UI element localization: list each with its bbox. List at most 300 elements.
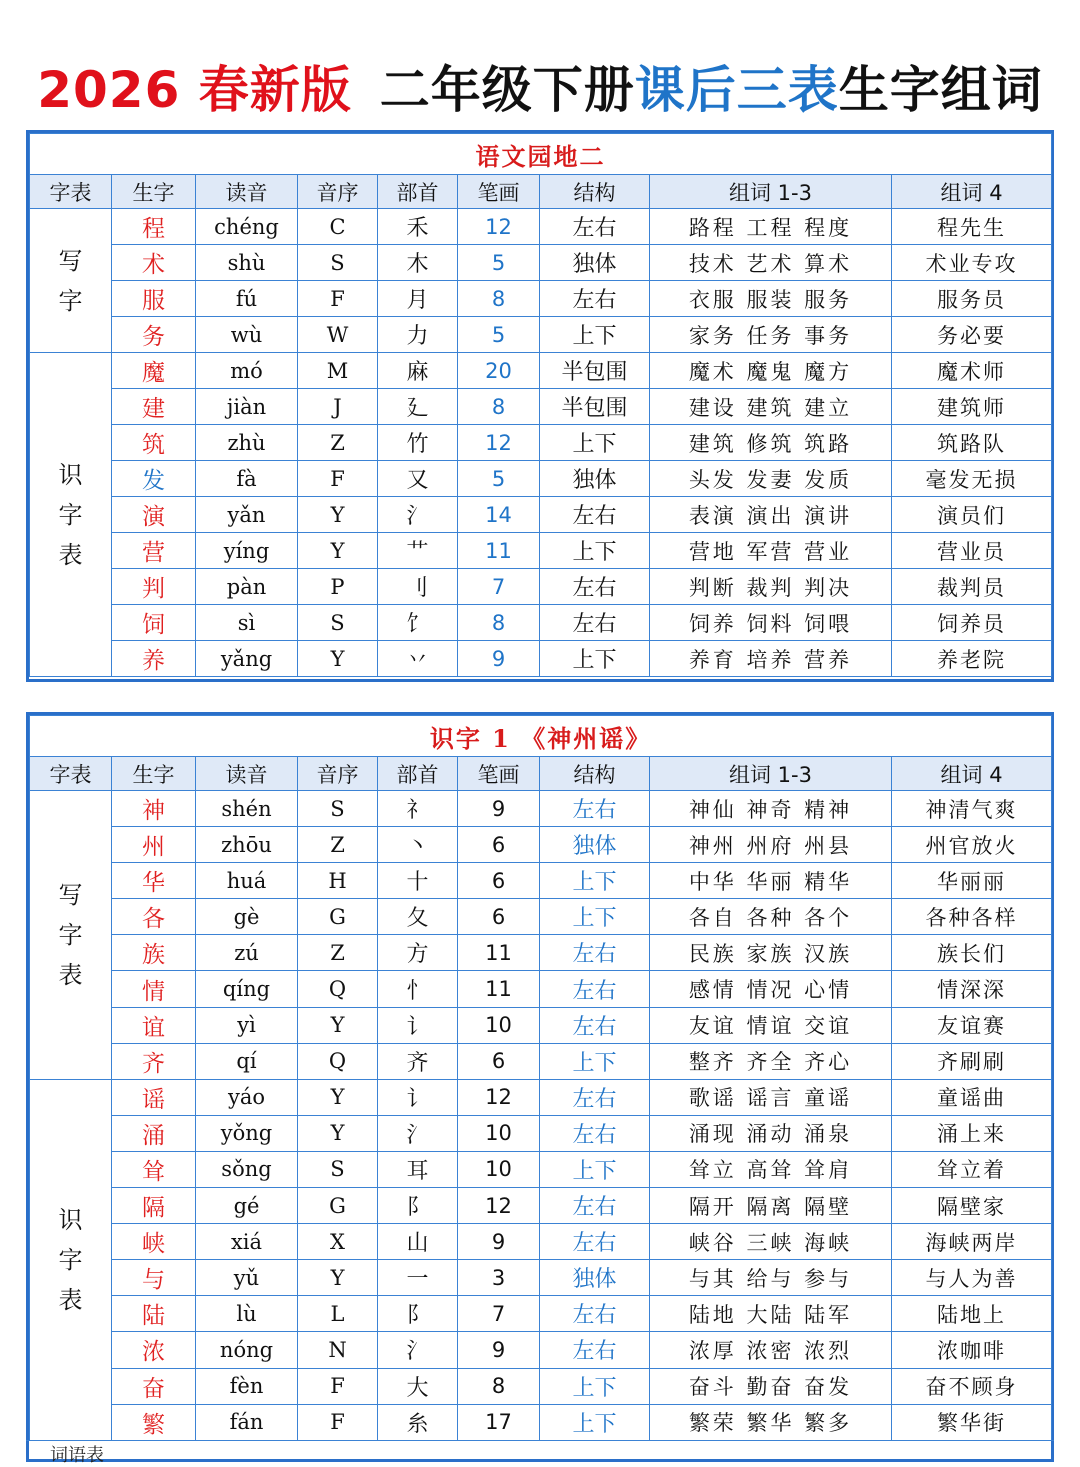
pinyin-cell: fán xyxy=(196,1404,298,1440)
stroke-count-cell: 5 xyxy=(458,461,540,497)
words-1-3-cell: 繁荣 繁华 繁多 xyxy=(650,1404,892,1440)
page-title xyxy=(0,52,1080,128)
table-row xyxy=(30,1115,1052,1151)
structure-cell: 左右 xyxy=(540,1224,650,1260)
structure-cell: 左右 xyxy=(540,1188,650,1224)
pinyin-cell: chéng xyxy=(196,209,298,245)
pinyin-cell: sì xyxy=(196,605,298,641)
words-1-3-cell: 头发 发妻 发质 xyxy=(650,461,892,497)
header-bihua: 笔画 xyxy=(458,175,540,209)
initial-letter-cell: Y xyxy=(298,497,378,533)
words-1-3-cell: 表演 演出 演讲 xyxy=(650,497,892,533)
group-label-recognition: 识 字 表 xyxy=(30,353,112,677)
word-4-cell: 神清气爽 xyxy=(892,791,1052,827)
table-row xyxy=(30,899,1052,935)
char-cell: 程 xyxy=(112,209,196,245)
char-cell: 建 xyxy=(112,389,196,425)
stroke-count-cell: 14 xyxy=(458,497,540,533)
table-row xyxy=(30,1043,1052,1079)
structure-cell: 左右 xyxy=(540,1296,650,1332)
radical-cell: 氵 xyxy=(378,1115,458,1151)
table-row xyxy=(30,935,1052,971)
initial-letter-cell: Y xyxy=(298,1007,378,1043)
stroke-count-cell: 5 xyxy=(458,317,540,353)
radical-cell: 丷 xyxy=(378,641,458,677)
section-yuwen-yuandi-2 xyxy=(26,130,1054,682)
words-1-3-cell: 饲养 饲料 饲喂 xyxy=(650,605,892,641)
pinyin-cell: fú xyxy=(196,281,298,317)
radical-cell: 廴 xyxy=(378,389,458,425)
words-1-3-cell: 技术 艺术 算术 xyxy=(650,245,892,281)
structure-cell: 上下 xyxy=(540,425,650,461)
header-zuci-4: 组词 4 xyxy=(892,757,1052,791)
word-4-cell: 术业专攻 xyxy=(892,245,1052,281)
initial-letter-cell: Z xyxy=(298,425,378,461)
char-cell: 魔 xyxy=(112,353,196,389)
initial-letter-cell: G xyxy=(298,899,378,935)
structure-cell: 左右 xyxy=(540,1332,650,1368)
words-1-3-cell: 建设 建筑 建立 xyxy=(650,389,892,425)
table-row xyxy=(30,827,1052,863)
table-row xyxy=(30,425,1052,461)
pinyin-cell: yǎng xyxy=(196,641,298,677)
radical-cell: 夂 xyxy=(378,899,458,935)
words-1-3-cell: 陆地 大陆 陆军 xyxy=(650,1296,892,1332)
word-4-cell: 养老院 xyxy=(892,641,1052,677)
table-row xyxy=(30,863,1052,899)
word-4-cell: 州官放火 xyxy=(892,827,1052,863)
stroke-count-cell: 3 xyxy=(458,1260,540,1296)
header-bihua: 笔画 xyxy=(458,757,540,791)
word-4-cell: 各种各样 xyxy=(892,899,1052,935)
char-cell: 陆 xyxy=(112,1296,196,1332)
radical-cell: 艹 xyxy=(378,533,458,569)
words-1-3-cell: 判断 裁判 判决 xyxy=(650,569,892,605)
stroke-count-cell: 11 xyxy=(458,971,540,1007)
structure-cell: 左右 xyxy=(540,209,650,245)
char-cell: 谣 xyxy=(112,1079,196,1115)
words-1-3-cell: 各自 各种 各个 xyxy=(650,899,892,935)
char-cell: 与 xyxy=(112,1260,196,1296)
pinyin-cell: yǔ xyxy=(196,1260,298,1296)
words-1-3-cell: 养育 培养 营养 xyxy=(650,641,892,677)
table-row xyxy=(30,569,1052,605)
stroke-count-cell: 5 xyxy=(458,245,540,281)
structure-cell: 左右 xyxy=(540,1115,650,1151)
char-cell: 发 xyxy=(112,461,196,497)
stroke-count-cell: 8 xyxy=(458,281,540,317)
header-zibiao: 字表 xyxy=(30,757,112,791)
table-row xyxy=(30,461,1052,497)
table-row xyxy=(30,1007,1052,1043)
pinyin-cell: xiá xyxy=(196,1224,298,1260)
table-row xyxy=(30,497,1052,533)
stroke-count-cell: 9 xyxy=(458,1332,540,1368)
header-duyin: 读音 xyxy=(196,175,298,209)
radical-cell: 丶 xyxy=(378,827,458,863)
word-4-cell: 与人为善 xyxy=(892,1260,1052,1296)
radical-cell: 方 xyxy=(378,935,458,971)
stroke-count-cell: 7 xyxy=(458,569,540,605)
word-4-cell: 魔术师 xyxy=(892,353,1052,389)
section-title: 识字 1 《神州谣》 xyxy=(30,716,1052,757)
word-4-cell: 华丽丽 xyxy=(892,863,1052,899)
initial-letter-cell: S xyxy=(298,605,378,641)
radical-cell: 山 xyxy=(378,1224,458,1260)
words-1-3-cell: 耸立 高耸 耸肩 xyxy=(650,1151,892,1187)
words-1-3-cell: 与其 给与 参与 xyxy=(650,1260,892,1296)
stroke-count-cell: 12 xyxy=(458,425,540,461)
table-row xyxy=(30,533,1052,569)
header-jiegou: 结构 xyxy=(540,175,650,209)
char-cell: 服 xyxy=(112,281,196,317)
word-4-cell: 童谣曲 xyxy=(892,1079,1052,1115)
initial-letter-cell: F xyxy=(298,281,378,317)
char-cell: 浓 xyxy=(112,1332,196,1368)
word-4-cell: 族长们 xyxy=(892,935,1052,971)
table-row xyxy=(30,1296,1052,1332)
pinyin-cell: fèn xyxy=(196,1368,298,1404)
table-row xyxy=(30,971,1052,1007)
char-cell: 涌 xyxy=(112,1115,196,1151)
initial-letter-cell: S xyxy=(298,791,378,827)
stroke-count-cell: 11 xyxy=(458,935,540,971)
words-1-3-cell: 路程 工程 程度 xyxy=(650,209,892,245)
initial-letter-cell: F xyxy=(298,1404,378,1440)
pinyin-cell: nóng xyxy=(196,1332,298,1368)
structure-cell: 上下 xyxy=(540,899,650,935)
structure-cell: 半包围 xyxy=(540,389,650,425)
structure-cell: 上下 xyxy=(540,317,650,353)
header-shengzi: 生字 xyxy=(112,175,196,209)
structure-cell: 上下 xyxy=(540,1368,650,1404)
pinyin-cell: zhōu xyxy=(196,827,298,863)
word-4-cell: 务必要 xyxy=(892,317,1052,353)
stroke-count-cell: 10 xyxy=(458,1115,540,1151)
radical-cell: 糸 xyxy=(378,1404,458,1440)
footer-ciyu-row xyxy=(26,1440,1054,1466)
initial-letter-cell: Q xyxy=(298,971,378,1007)
word-4-cell: 营业员 xyxy=(892,533,1052,569)
title-topic: 生字组词 xyxy=(838,61,1043,119)
char-cell: 耸 xyxy=(112,1151,196,1187)
stroke-count-cell: 10 xyxy=(458,1151,540,1187)
words-1-3-cell: 整齐 齐全 齐心 xyxy=(650,1043,892,1079)
structure-cell: 上下 xyxy=(540,641,650,677)
word-4-cell: 涌上来 xyxy=(892,1115,1052,1151)
char-cell: 华 xyxy=(112,863,196,899)
header-bushou: 部首 xyxy=(378,757,458,791)
radical-cell: 讠 xyxy=(378,1079,458,1115)
initial-letter-cell: S xyxy=(298,1151,378,1187)
word-4-cell: 繁华街 xyxy=(892,1404,1052,1440)
table-row xyxy=(30,281,1052,317)
pinyin-cell: mó xyxy=(196,353,298,389)
radical-cell: 讠 xyxy=(378,1007,458,1043)
words-1-3-cell: 营地 军营 营业 xyxy=(650,533,892,569)
stroke-count-cell: 12 xyxy=(458,1079,540,1115)
words-1-3-cell: 友谊 情谊 交谊 xyxy=(650,1007,892,1043)
header-zibiao: 字表 xyxy=(30,175,112,209)
stroke-count-cell: 7 xyxy=(458,1296,540,1332)
table-row xyxy=(30,389,1052,425)
word-4-cell: 耸立着 xyxy=(892,1151,1052,1187)
stroke-count-cell: 20 xyxy=(458,353,540,389)
initial-letter-cell: F xyxy=(298,461,378,497)
pinyin-cell: huá xyxy=(196,863,298,899)
pinyin-cell: zhù xyxy=(196,425,298,461)
initial-letter-cell: J xyxy=(298,389,378,425)
word-4-cell: 程先生 xyxy=(892,209,1052,245)
stroke-count-cell: 12 xyxy=(458,1188,540,1224)
char-cell: 隔 xyxy=(112,1188,196,1224)
char-cell: 务 xyxy=(112,317,196,353)
radical-cell: 一 xyxy=(378,1260,458,1296)
table-row xyxy=(30,1224,1052,1260)
radical-cell: 忄 xyxy=(378,971,458,1007)
words-1-3-cell: 神仙 神奇 精神 xyxy=(650,791,892,827)
table-row xyxy=(30,353,1052,389)
word-4-cell: 筑路队 xyxy=(892,425,1052,461)
char-cell: 州 xyxy=(112,827,196,863)
words-1-3-cell: 衣服 服装 服务 xyxy=(650,281,892,317)
table-row xyxy=(30,1332,1052,1368)
stroke-count-cell: 8 xyxy=(458,605,540,641)
title-grade: 二年级下册 xyxy=(379,61,635,119)
table-row xyxy=(30,1151,1052,1187)
word-4-cell: 服务员 xyxy=(892,281,1052,317)
header-zuci-1-3: 组词 1-3 xyxy=(650,757,892,791)
words-1-3-cell: 家务 任务 事务 xyxy=(650,317,892,353)
initial-letter-cell: Y xyxy=(298,533,378,569)
stroke-count-cell: 6 xyxy=(458,863,540,899)
structure-cell: 左右 xyxy=(540,281,650,317)
initial-letter-cell: C xyxy=(298,209,378,245)
structure-cell: 左右 xyxy=(540,497,650,533)
stroke-count-cell: 11 xyxy=(458,533,540,569)
radical-cell: 齐 xyxy=(378,1043,458,1079)
words-1-3-cell: 浓厚 浓密 浓烈 xyxy=(650,1332,892,1368)
structure-cell: 左右 xyxy=(540,605,650,641)
radical-cell: 竹 xyxy=(378,425,458,461)
structure-cell: 独体 xyxy=(540,1260,650,1296)
pinyin-cell: shù xyxy=(196,245,298,281)
word-4-cell: 海峡两岸 xyxy=(892,1224,1052,1260)
pinyin-cell: yǎn xyxy=(196,497,298,533)
header-jiegou: 结构 xyxy=(540,757,650,791)
initial-letter-cell: N xyxy=(298,1332,378,1368)
radical-cell: 阝 xyxy=(378,1188,458,1224)
words-1-3-cell: 中华 华丽 精华 xyxy=(650,863,892,899)
pinyin-cell: qí xyxy=(196,1043,298,1079)
structure-cell: 上下 xyxy=(540,533,650,569)
radical-cell: 麻 xyxy=(378,353,458,389)
words-1-3-cell: 建筑 修筑 筑路 xyxy=(650,425,892,461)
char-cell: 筑 xyxy=(112,425,196,461)
pinyin-cell: lù xyxy=(196,1296,298,1332)
initial-letter-cell: Y xyxy=(298,1260,378,1296)
words-1-3-cell: 涌现 涌动 涌泉 xyxy=(650,1115,892,1151)
stroke-count-cell: 6 xyxy=(458,899,540,935)
stroke-count-cell: 12 xyxy=(458,209,540,245)
word-4-cell: 浓咖啡 xyxy=(892,1332,1052,1368)
radical-cell: 木 xyxy=(378,245,458,281)
structure-cell: 上下 xyxy=(540,1151,650,1187)
table-row xyxy=(30,1260,1052,1296)
word-4-cell: 奋不顾身 xyxy=(892,1368,1052,1404)
word-4-cell: 演员们 xyxy=(892,497,1052,533)
radical-cell: 刂 xyxy=(378,569,458,605)
initial-letter-cell: S xyxy=(298,245,378,281)
char-cell: 判 xyxy=(112,569,196,605)
word-4-cell: 齐刷刷 xyxy=(892,1043,1052,1079)
radical-cell: 氵 xyxy=(378,497,458,533)
initial-letter-cell: Z xyxy=(298,827,378,863)
footer-label: 词语表 xyxy=(50,1445,104,1466)
word-4-cell: 友谊赛 xyxy=(892,1007,1052,1043)
pinyin-cell: shén xyxy=(196,791,298,827)
char-cell: 饲 xyxy=(112,605,196,641)
char-cell: 情 xyxy=(112,971,196,1007)
char-cell: 术 xyxy=(112,245,196,281)
initial-letter-cell: G xyxy=(298,1188,378,1224)
table-row xyxy=(30,1188,1052,1224)
structure-cell: 半包围 xyxy=(540,353,650,389)
group-label-writing: 写 字 表 xyxy=(30,791,112,1080)
char-cell: 演 xyxy=(112,497,196,533)
table-row xyxy=(30,317,1052,353)
initial-letter-cell: Z xyxy=(298,935,378,971)
pinyin-cell: fà xyxy=(196,461,298,497)
words-1-3-cell: 魔术 魔鬼 魔方 xyxy=(650,353,892,389)
words-1-3-cell: 神州 州府 州县 xyxy=(650,827,892,863)
structure-cell: 左右 xyxy=(540,1007,650,1043)
stroke-count-cell: 8 xyxy=(458,1368,540,1404)
radical-cell: 饣 xyxy=(378,605,458,641)
pinyin-cell: wù xyxy=(196,317,298,353)
table-row xyxy=(30,791,1052,827)
structure-cell: 左右 xyxy=(540,935,650,971)
char-cell: 奋 xyxy=(112,1368,196,1404)
header-zuci-4: 组词 4 xyxy=(892,175,1052,209)
header-shengzi: 生字 xyxy=(112,757,196,791)
structure-cell: 上下 xyxy=(540,863,650,899)
initial-letter-cell: F xyxy=(298,1368,378,1404)
title-edition: 2026 春新版 xyxy=(37,61,352,119)
structure-cell: 上下 xyxy=(540,1404,650,1440)
table-row xyxy=(30,605,1052,641)
initial-letter-cell: W xyxy=(298,317,378,353)
initial-letter-cell: L xyxy=(298,1296,378,1332)
structure-cell: 左右 xyxy=(540,569,650,605)
pinyin-cell: yíng xyxy=(196,533,298,569)
stroke-count-cell: 17 xyxy=(458,1404,540,1440)
word-4-cell: 隔壁家 xyxy=(892,1188,1052,1224)
char-cell: 族 xyxy=(112,935,196,971)
initial-letter-cell: P xyxy=(298,569,378,605)
radical-cell: 禾 xyxy=(378,209,458,245)
table-row xyxy=(30,1079,1052,1115)
initial-letter-cell: M xyxy=(298,353,378,389)
pinyin-cell: jiàn xyxy=(196,389,298,425)
table-row xyxy=(30,209,1052,245)
pinyin-cell: yǒng xyxy=(196,1115,298,1151)
header-yinxu: 音序 xyxy=(298,175,378,209)
char-cell: 营 xyxy=(112,533,196,569)
radical-cell: 十 xyxy=(378,863,458,899)
structure-cell: 左右 xyxy=(540,1079,650,1115)
initial-letter-cell: Y xyxy=(298,1115,378,1151)
pinyin-cell: zú xyxy=(196,935,298,971)
radical-cell: 月 xyxy=(378,281,458,317)
radical-cell: 力 xyxy=(378,317,458,353)
header-duyin: 读音 xyxy=(196,757,298,791)
table-row xyxy=(30,245,1052,281)
pinyin-cell: yì xyxy=(196,1007,298,1043)
initial-letter-cell: Y xyxy=(298,1079,378,1115)
structure-cell: 独体 xyxy=(540,827,650,863)
structure-cell: 上下 xyxy=(540,1043,650,1079)
radical-cell: 阝 xyxy=(378,1296,458,1332)
words-1-3-cell: 隔开 隔离 隔壁 xyxy=(650,1188,892,1224)
group-label-recognition: 识 字 表 xyxy=(30,1079,112,1440)
pinyin-cell: gé xyxy=(196,1188,298,1224)
stroke-count-cell: 10 xyxy=(458,1007,540,1043)
pinyin-cell: qíng xyxy=(196,971,298,1007)
title-tables: 课后三表 xyxy=(634,61,839,119)
char-cell: 谊 xyxy=(112,1007,196,1043)
table-row xyxy=(30,1368,1052,1404)
initial-letter-cell: Y xyxy=(298,641,378,677)
word-4-cell: 情深深 xyxy=(892,971,1052,1007)
pinyin-cell: yáo xyxy=(196,1079,298,1115)
words-1-3-cell: 奋斗 勤奋 奋发 xyxy=(650,1368,892,1404)
char-cell: 神 xyxy=(112,791,196,827)
stroke-count-cell: 9 xyxy=(458,1224,540,1260)
pinyin-cell: sǒng xyxy=(196,1151,298,1187)
table-row xyxy=(30,1404,1052,1440)
word-4-cell: 饲养员 xyxy=(892,605,1052,641)
char-cell: 繁 xyxy=(112,1404,196,1440)
stroke-count-cell: 8 xyxy=(458,389,540,425)
initial-letter-cell: H xyxy=(298,863,378,899)
word-4-cell: 陆地上 xyxy=(892,1296,1052,1332)
structure-cell: 左右 xyxy=(540,791,650,827)
pinyin-cell: gè xyxy=(196,899,298,935)
stroke-count-cell: 6 xyxy=(458,827,540,863)
group-label-writing: 写 字 xyxy=(30,209,112,353)
radical-cell: 礻 xyxy=(378,791,458,827)
radical-cell: 耳 xyxy=(378,1151,458,1187)
words-1-3-cell: 感情 情况 心情 xyxy=(650,971,892,1007)
pinyin-cell: pàn xyxy=(196,569,298,605)
structure-cell: 独体 xyxy=(540,461,650,497)
radical-cell: 大 xyxy=(378,1368,458,1404)
radical-cell: 又 xyxy=(378,461,458,497)
stroke-count-cell: 6 xyxy=(458,1043,540,1079)
section-title: 语文园地二 xyxy=(30,134,1052,175)
header-yinxu: 音序 xyxy=(298,757,378,791)
initial-letter-cell: X xyxy=(298,1224,378,1260)
word-4-cell: 建筑师 xyxy=(892,389,1052,425)
stroke-count-cell: 9 xyxy=(458,791,540,827)
structure-cell: 独体 xyxy=(540,245,650,281)
char-cell: 齐 xyxy=(112,1043,196,1079)
structure-cell: 左右 xyxy=(540,971,650,1007)
char-cell: 峡 xyxy=(112,1224,196,1260)
char-cell: 各 xyxy=(112,899,196,935)
table-row xyxy=(30,641,1052,677)
